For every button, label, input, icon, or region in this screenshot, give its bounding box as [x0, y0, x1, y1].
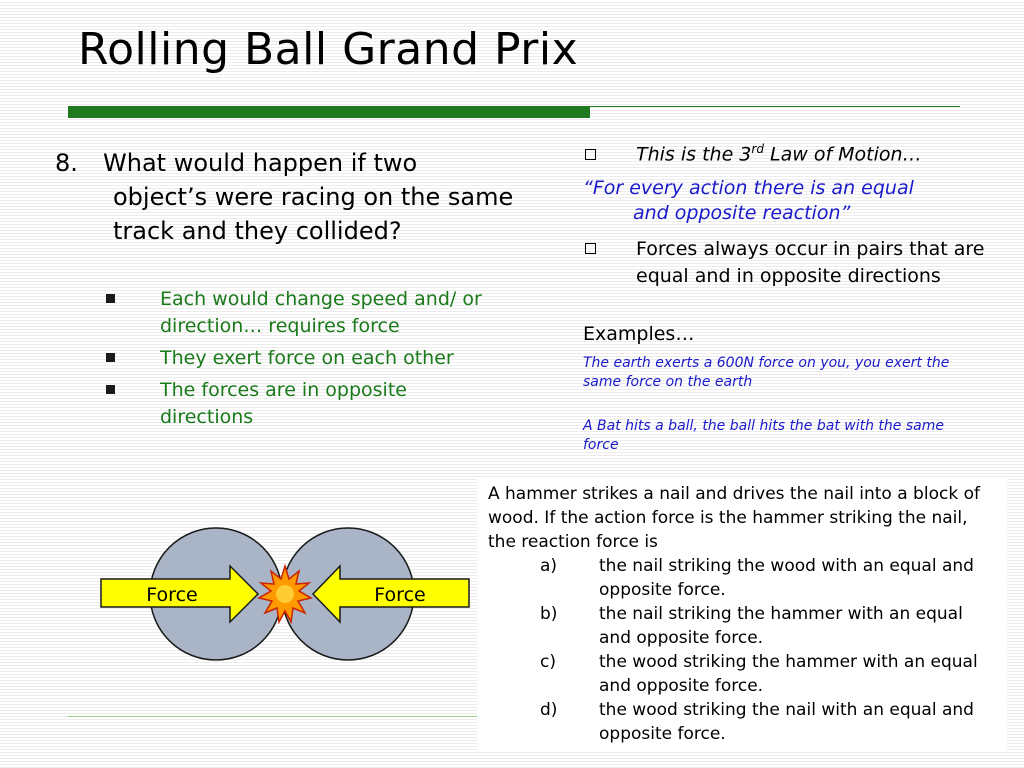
question-number: 8.: [55, 149, 78, 177]
answer-option-c: c) the wood striking the hammer with an equal and opposite force.: [540, 652, 978, 696]
title-rule-thin: [590, 106, 960, 107]
example-earth: The earth exerts a 600N force on you, you exert the same force on the earth: [583, 355, 950, 390]
hollow-square-bullet-icon: [585, 149, 596, 160]
pairs-statement: Forces always occur in pairs that are equal and in opposite directions: [636, 238, 985, 287]
answer-option-a: a) the nail striking the wood with an equal and opposite force.: [540, 556, 974, 600]
title-rule-thick: [68, 106, 590, 118]
question-text: What would happen if two object’s were racing on the same track and they collided?: [103, 149, 514, 245]
collision-diagram: [100, 526, 470, 661]
bullet-item: The forces are in opposite directions: [100, 377, 490, 431]
bullet-item: They exert force on each other: [100, 345, 490, 372]
question-stem: A hammer strikes a nail and drives the nail into a block of wood. If the action force is the hammer striking the nail, the reaction force is: [488, 484, 980, 552]
law-statement: This is the 3rd Law of Motion…: [636, 142, 922, 166]
slide-title: Rolling Ball Grand Prix: [78, 24, 579, 75]
examples-label: Examples…: [583, 323, 695, 345]
right-force-label: Force: [374, 584, 426, 606]
square-bullet-icon: [106, 353, 115, 362]
answer-bullets: [100, 286, 490, 436]
square-bullet-icon: [106, 294, 115, 303]
burst-core: [276, 585, 294, 603]
hammer-nail-question: [477, 477, 1007, 752]
question-8: [55, 146, 515, 248]
hollow-square-bullet-icon: [585, 243, 596, 254]
answer-option-d: d) the wood striking the nail with an equal and opposite force.: [540, 700, 974, 744]
square-bullet-icon: [106, 385, 115, 394]
example-bat: A Bat hits a ball, the ball hits the bat with the same force: [583, 418, 944, 453]
left-force-label: Force: [146, 584, 198, 606]
bullet-item: Each would change speed and/ or direction… requires force: [100, 286, 490, 340]
law-quote: “For every action there is an equal and opposite reaction”: [583, 177, 914, 224]
bottom-rule: [68, 716, 478, 717]
answer-option-b: b) the nail striking the hammer with an equal and opposite force.: [540, 604, 963, 648]
